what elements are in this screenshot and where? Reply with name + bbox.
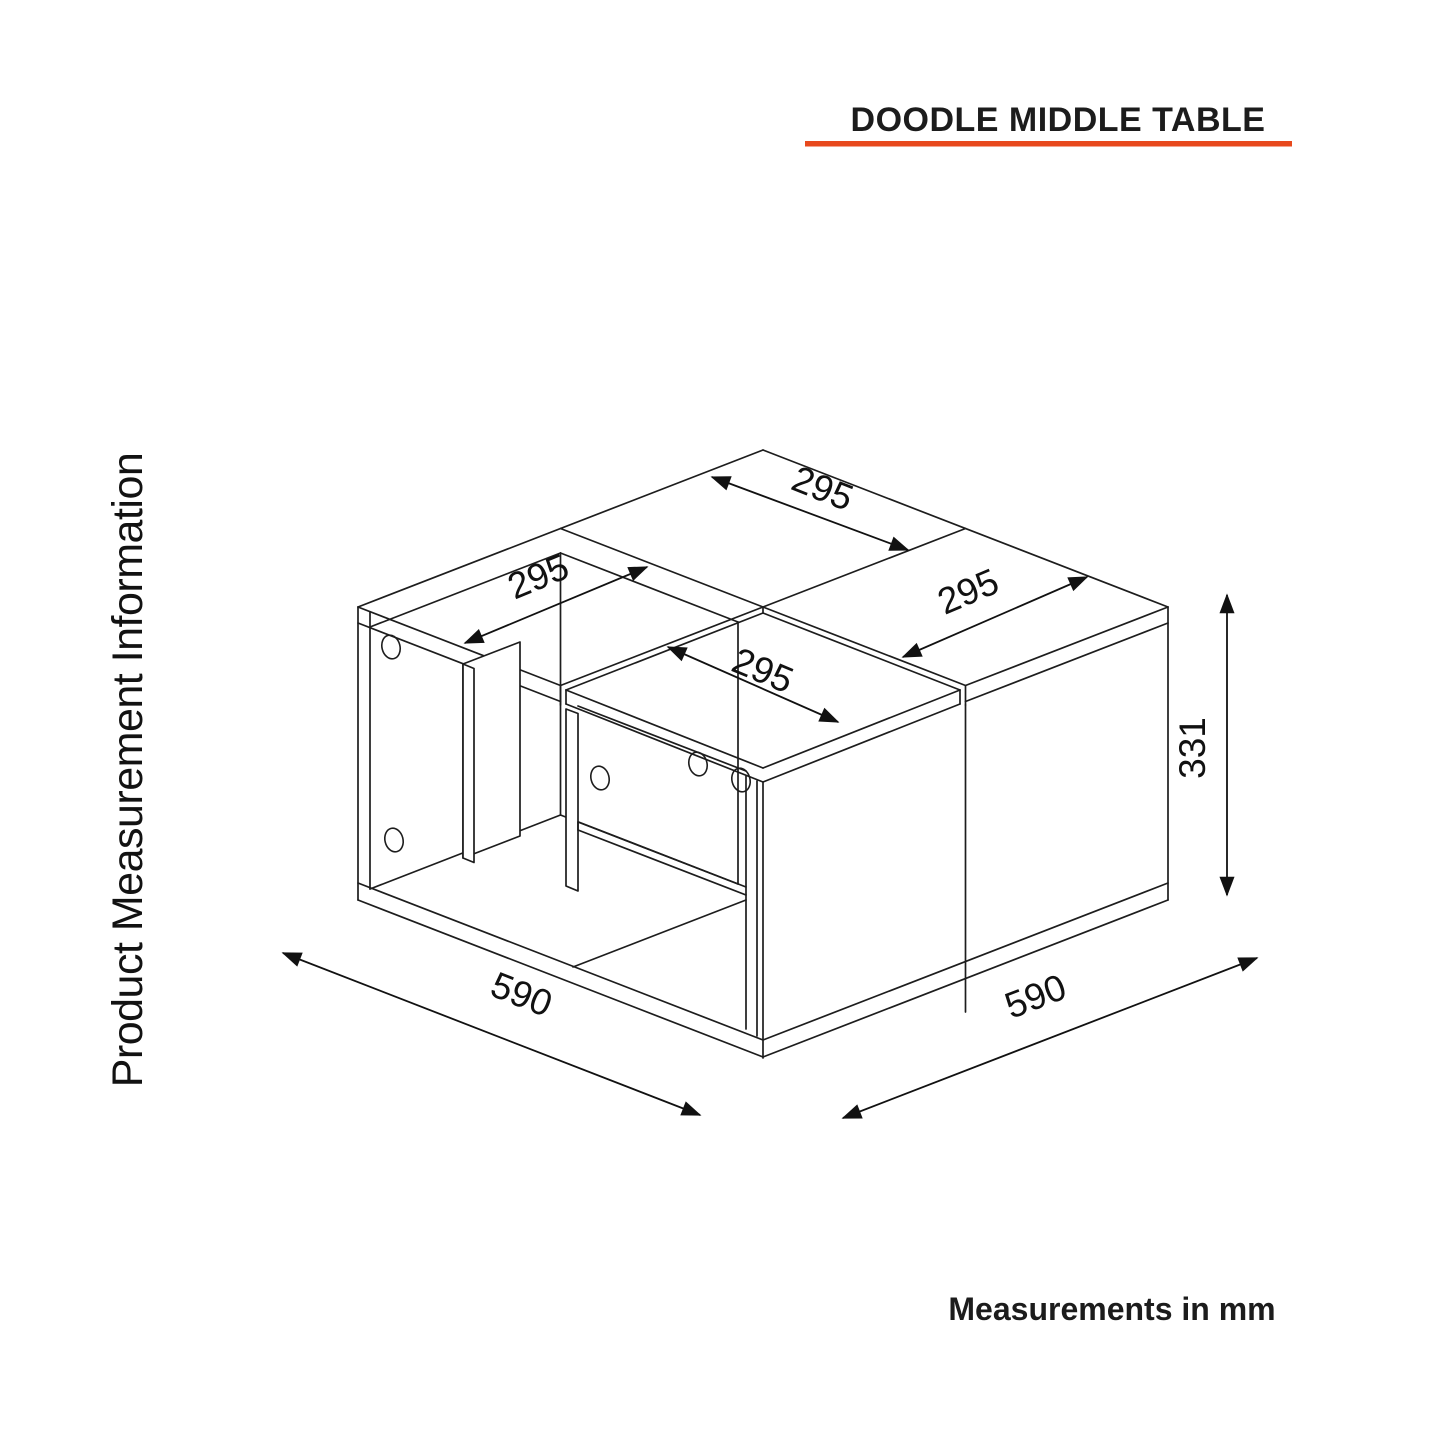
title-underline [805,141,1292,147]
dimension-label: 295 [726,639,800,702]
dimension-label: 331 [1172,717,1213,779]
dimension-label: 590 [999,966,1072,1027]
side-caption: Product Measurement Information [104,452,152,1088]
divider-panel [463,642,520,863]
dimension-label: 295 [786,457,859,519]
front-left-wall [566,709,578,891]
dimension-label: 295 [501,545,575,608]
product-title: DOODLE MIDDLE TABLE [850,101,1266,139]
dimension-label: 295 [931,560,1005,623]
units-note: Measurements in mm [948,1291,1276,1327]
dimension-label: 590 [485,963,558,1025]
